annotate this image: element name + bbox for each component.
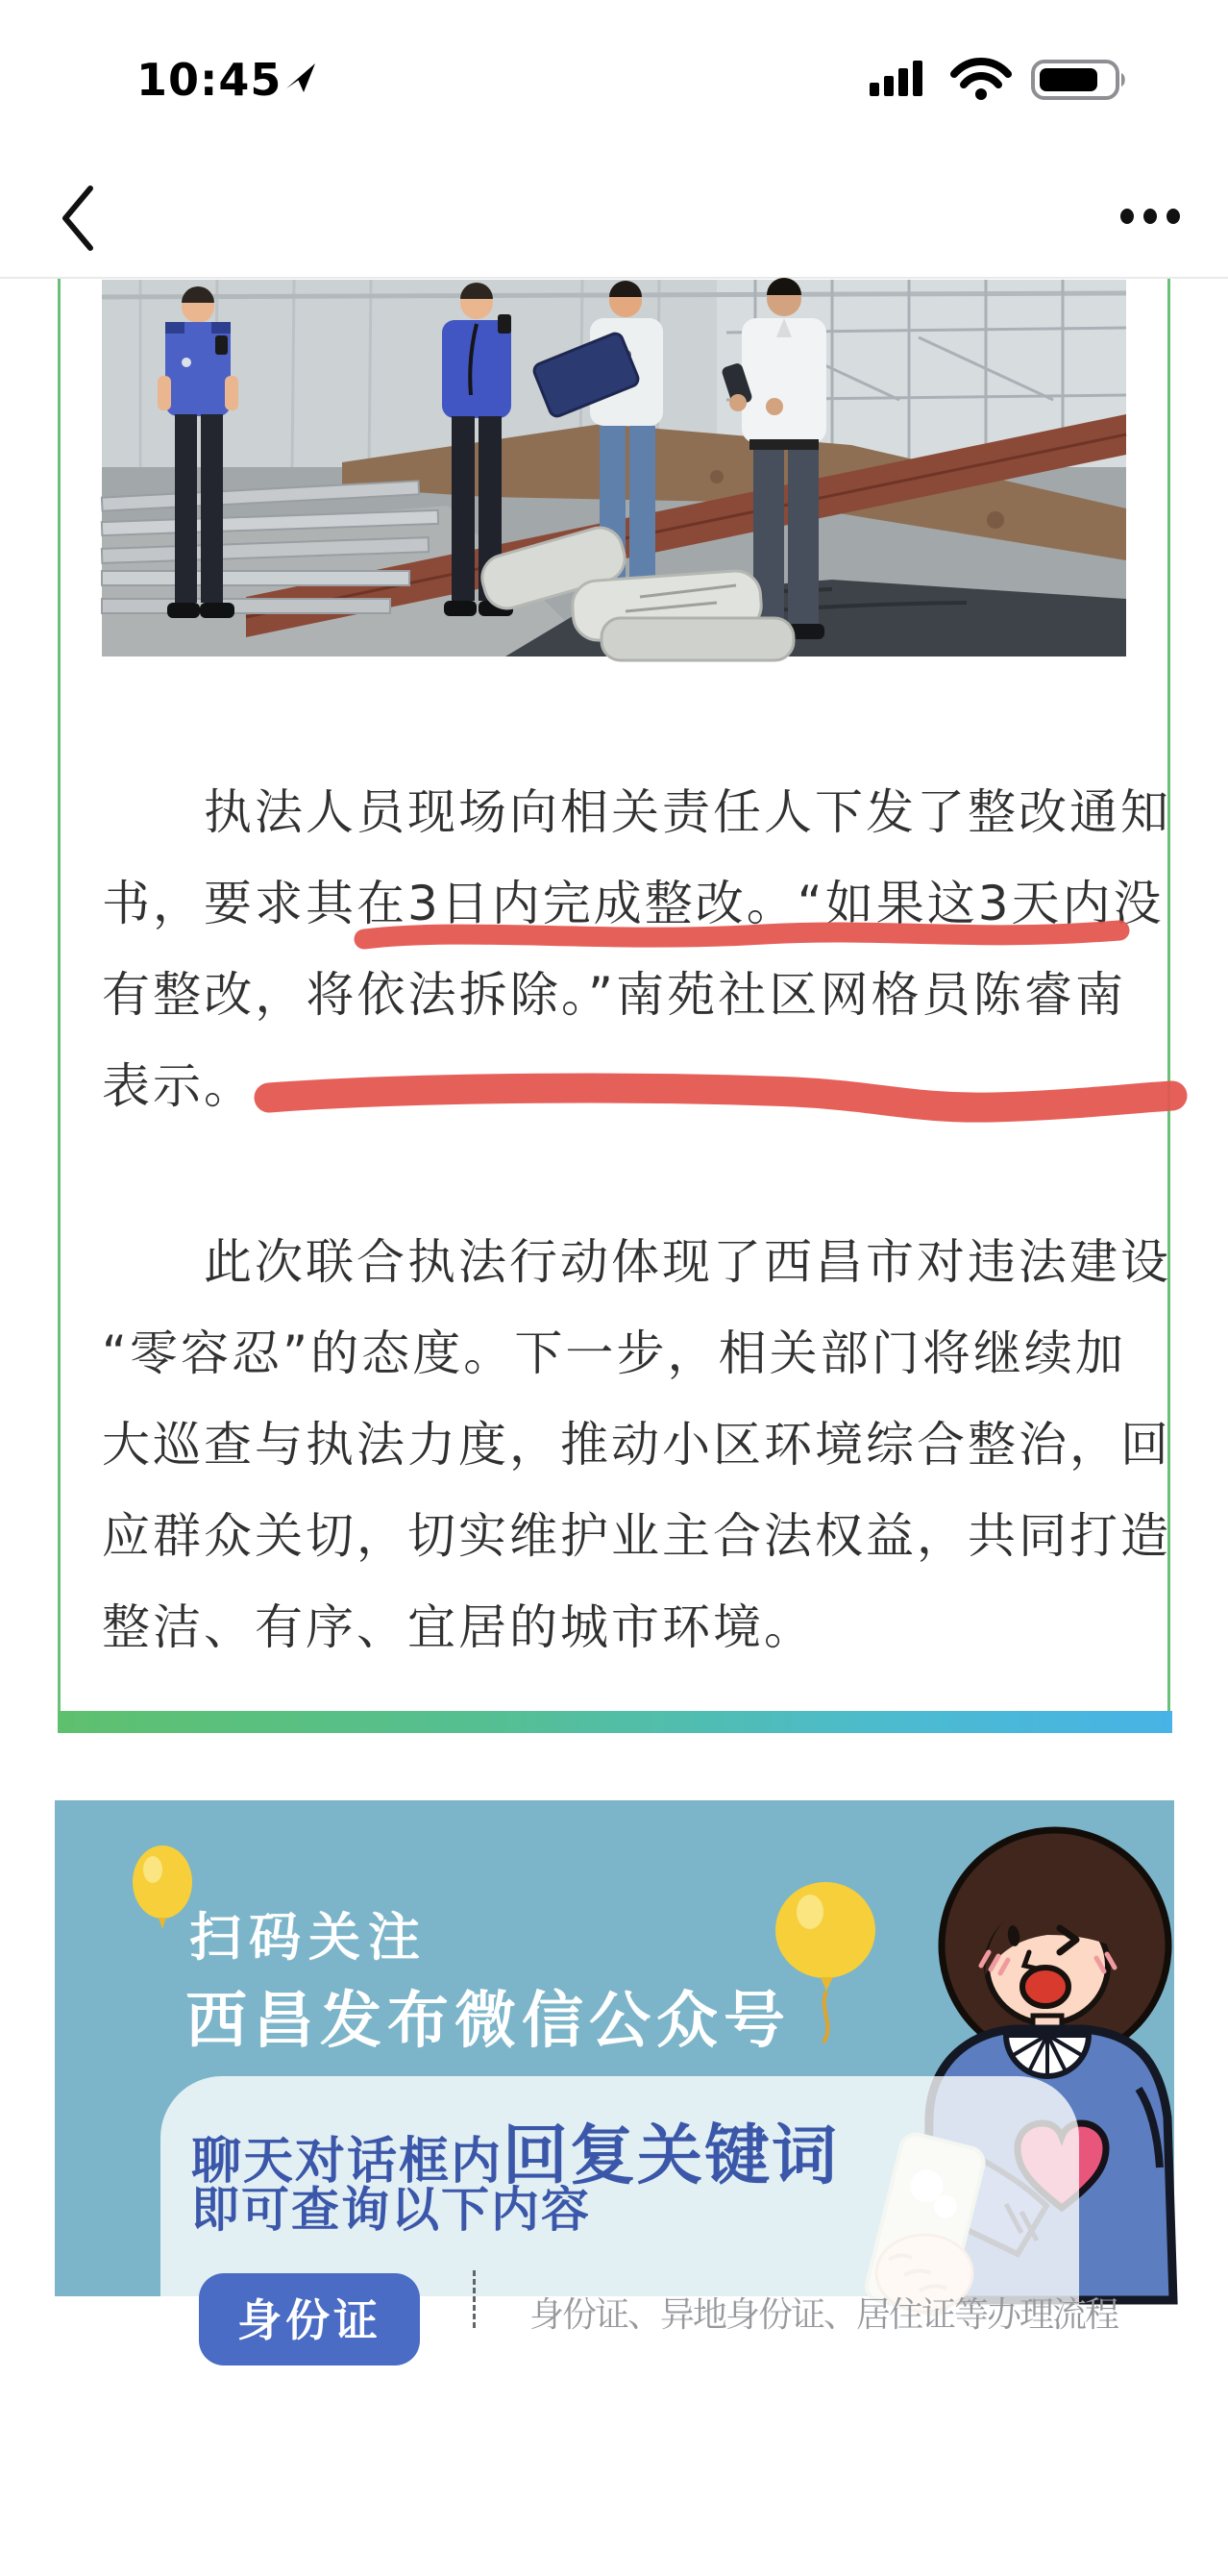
paragraph-line: 整洁、有序、宜居的城市环境。 [102,1599,815,1655]
qr-follow-banner[interactable] [55,1800,1174,2346]
paragraph-line: “零容忍”的态度。下一步，相关部门将继续加 [102,1325,1126,1381]
article-paragraph-1 [102,767,1171,1132]
paragraph-line: 大巡查与执法力度，推动小区环境综合整治，回 [102,1417,1171,1473]
balloon-icon [133,1845,192,1929]
paragraph-line: 此次联合执法行动体现了西昌市对违法建设 [204,1234,1171,1290]
article-photo[interactable] [102,280,1126,656]
ellipsis-icon [1120,209,1180,224]
dashed-divider [473,2270,476,2328]
paragraph-line: 有整改，将依法拆除。”南苑社区网格员陈睿南 [102,967,1126,1023]
article-paragraph-2 [102,1217,1171,1673]
banner-account-name: 西昌发布微信公众号 [185,1986,791,2057]
keyword-id-card-button[interactable]: 身份证 [199,2273,420,2365]
mouth [1022,1968,1068,2006]
cellular-signal-icon [870,61,922,96]
battery-icon [1033,62,1125,98]
paragraph-line: 书，要求其在3日内完成整改。“如果这3天内没 [102,876,1165,931]
banner-follow-label: 扫码关注 [189,1907,428,1968]
reply-prefix: 聊天对话框内 [191,2133,503,2191]
wifi-icon [954,62,1008,100]
chevron-left-icon [65,188,90,248]
paragraph-line: 执法人员现场向相关责任人下发了整改通知 [204,784,1171,840]
back-button[interactable] [56,183,100,254]
banner-query-instruction: 即可查询以下内容 [191,2182,591,2238]
keyword-description: 身份证、异地身份证、居住证等办理流程 [529,2295,1118,2335]
construction-site-photo [102,280,1126,656]
location-arrow-icon [284,62,317,94]
paragraph-line: 应群众关切，切实维护业主合法权益，共同打造 [102,1508,1171,1564]
content-box-gradient-bar [58,1711,1172,1733]
paragraph-line: 表示。 [102,1058,255,1114]
status-time: 10:45 [136,54,282,106]
reply-keyword: 回复关键词 [503,2118,840,2194]
status-icons [870,60,1134,100]
more-button[interactable] [1117,202,1184,231]
